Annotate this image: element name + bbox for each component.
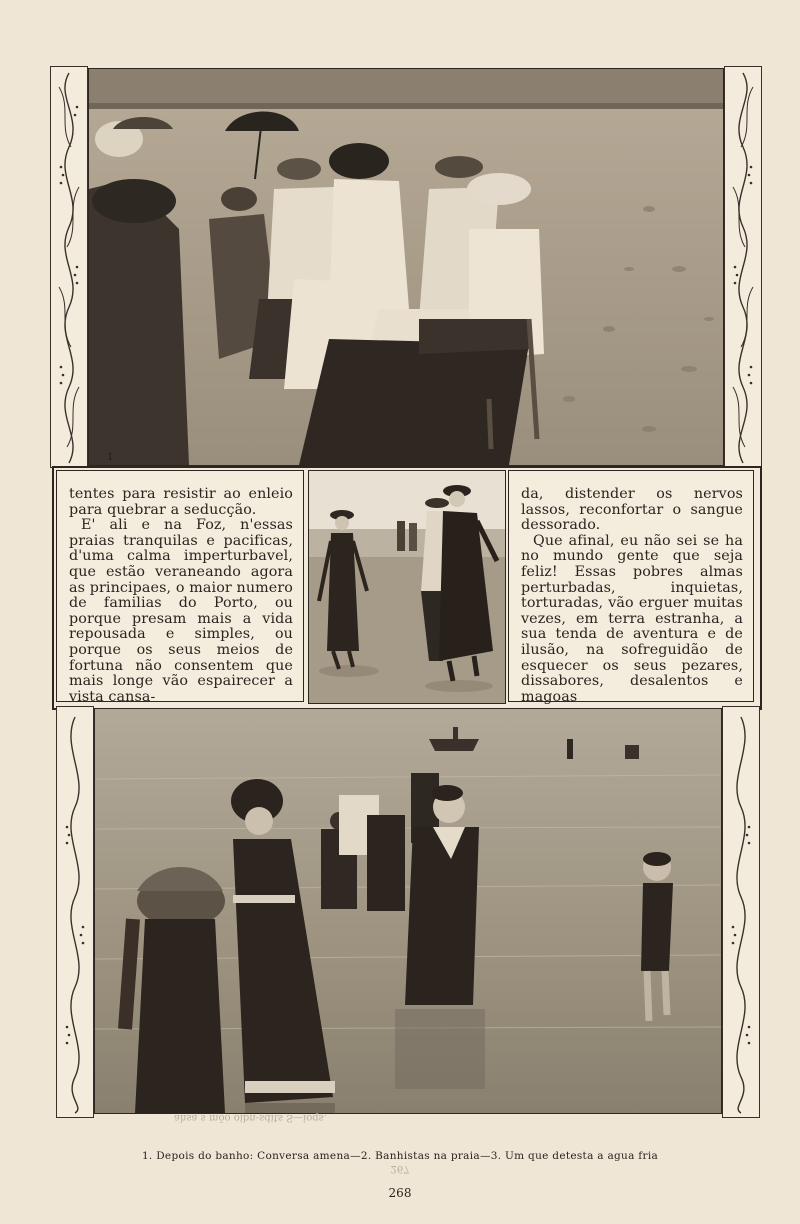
ornament-border-bottom-right bbox=[722, 706, 760, 1118]
photo-caption: 1. Depois do banho: Conversa amena—2. Banhistas na praia—3. Um que detesta a agua fria bbox=[141, 1150, 659, 1162]
photo-number-1: 1 bbox=[107, 449, 113, 463]
paragraph-right-1: da, distender os nervos lassos, reconfortar o sangue dessorado. bbox=[521, 486, 743, 534]
bleed-through-page-number: 267 bbox=[390, 1163, 410, 1174]
paragraph-left-1: tentes para resistir ao enleio para quebrar a seducção. bbox=[69, 486, 293, 518]
ornament-border-bottom-left bbox=[56, 706, 94, 1118]
ornament-border-top-left bbox=[50, 66, 88, 468]
photo-bathers-in-water bbox=[94, 708, 722, 1114]
photo-bathers-on-beach bbox=[308, 470, 506, 704]
paragraph-right-2: Que afinal, eu não sei se ha no mundo gente que seja feliz! Essas pobres almas perturbadas, inquietas, torturadas, vão erguer muitas vezes, em terra estranha, a sua tenda de aventura e de ilusão, na sofreguidão de esquecer os seus pezares, dissabores, desalentos e magoas bbox=[521, 532, 743, 705]
ornament-border-top-right bbox=[724, 66, 762, 468]
paragraph-left-2: E' ali e na Foz, n'essas praias tranquilas e pacificas, d'uma calma imperturbavel, que estão veraneando agora as principaes, o maior numero de familias do Porto, ou porque presam mais a vida repousada e simples, ou porque os seus meios de fortuna não consentem que mais longe vão espairecer a vista cansa- bbox=[69, 517, 293, 705]
text-column-left bbox=[56, 470, 304, 705]
photo-after-bathing bbox=[88, 68, 724, 466]
bleed-through-text-side: ahsa s mõo oibn-sdits S—ioqs. bbox=[174, 1112, 327, 1123]
text-column-right bbox=[508, 470, 754, 705]
page-number: 268 bbox=[388, 1186, 412, 1200]
